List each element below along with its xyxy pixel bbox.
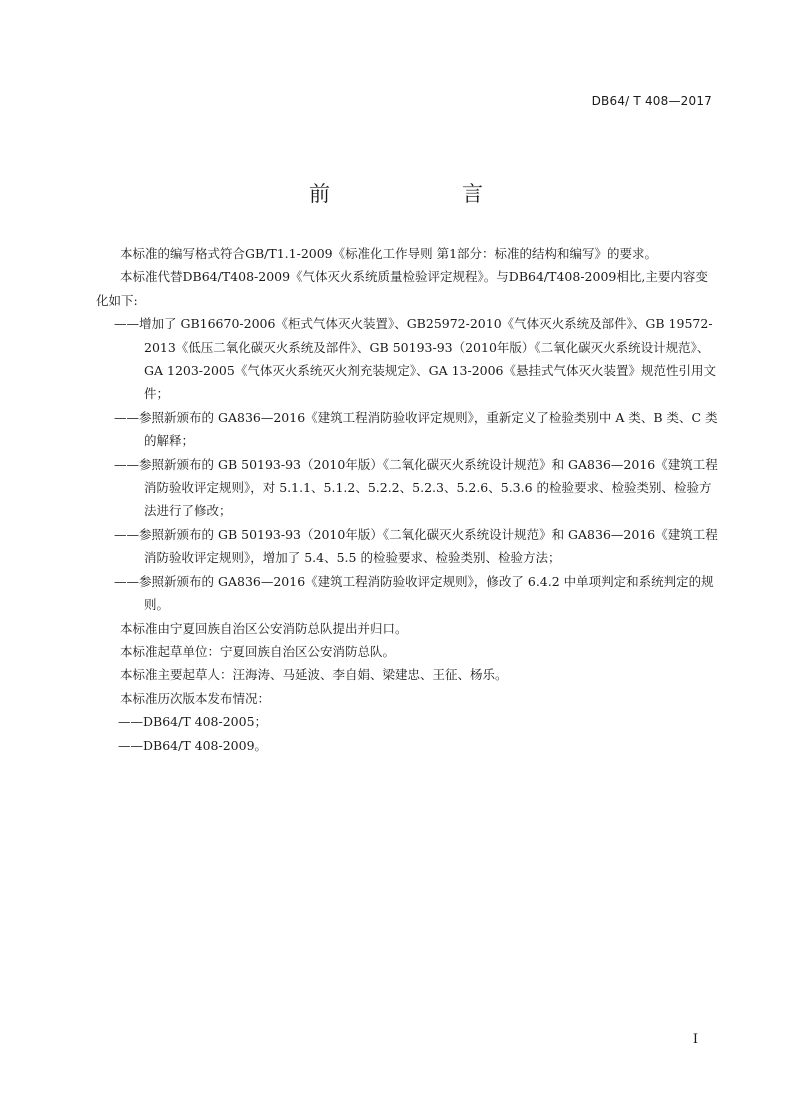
change-item: ——参照新颁布的 GB 50193-93（2010年版）《二氧化碳灭火系统设计规范》和 GA836—2016《建筑工程消防验收评定规则》，对 5.1.1、5.1.2、5.2.2、5.2.3、5.2.6、5.3.6 的检验要求、检验类别、检验方法进行了修改； bbox=[114, 456, 718, 519]
change-item: ——增加了 GB16670-2006《柜式气体灭火装置》、GB25972-2010《气体灭火系统及部件》、GB 19572-2013《低压二氧化碳灭火系统及部件》、GB 50193-93（2010年版）《二氧化碳灭火系统设计规范》、GA 1203-2005《气体灭火系统灭火剂充装规定》、GA 13-2006《悬挂式气体灭火装置》规范性引用文件； bbox=[114, 316, 717, 402]
proposer-paragraph: 本标准由宁夏回族自治区公安消防总队提出并归口。 bbox=[120, 620, 408, 636]
page-number: I bbox=[692, 1032, 698, 1047]
foreword-body bbox=[96, 242, 718, 757]
document-code: DB64/ T 408—2017 bbox=[591, 94, 712, 108]
changes-list bbox=[96, 312, 718, 616]
history-item: ——DB64/T 408-2009。 bbox=[118, 737, 268, 753]
change-item: ——参照新颁布的 GB 50193-93（2010年版）《二氧化碳灭火系统设计规范》和 GA836—2016《建筑工程消防验收评定规则》，增加了 5.4、5.5 的检验要求、检验类别、检验方法； bbox=[114, 526, 718, 566]
change-item: ——参照新颁布的 GA836—2016《建筑工程消防验收评定规则》，重新定义了检验类别中 A 类、B 类、C 类的解释； bbox=[114, 409, 718, 449]
replacement-paragraph: 本标准代替DB64/T408-2009《气体灭火系统质量检验评定规程》。与DB64/T408-2009相比,主要内容变化如下: bbox=[96, 269, 708, 308]
drafting-unit-paragraph: 本标准起草单位：宁夏回族自治区公安消防总队。 bbox=[120, 643, 396, 659]
drafters-paragraph: 本标准主要起草人：汪海涛、马延波、李自娟、梁建忠、王征、杨乐。 bbox=[120, 667, 508, 683]
format-paragraph: 本标准的编写格式符合GB/T1.1-2009《标准化工作导则 第1部分：标准的结构和编写》的要求。 bbox=[120, 246, 658, 261]
history-intro-paragraph: 本标准历次版本发布情况： bbox=[120, 690, 271, 706]
page-title: 前 言 bbox=[309, 182, 513, 206]
change-item: ——参照新颁布的 GA836—2016《建筑工程消防验收评定规则》，修改了 6.4.2 中单项判定和系统判定的规则。 bbox=[114, 573, 714, 613]
history-item: ——DB64/T 408-2005； bbox=[118, 714, 268, 730]
